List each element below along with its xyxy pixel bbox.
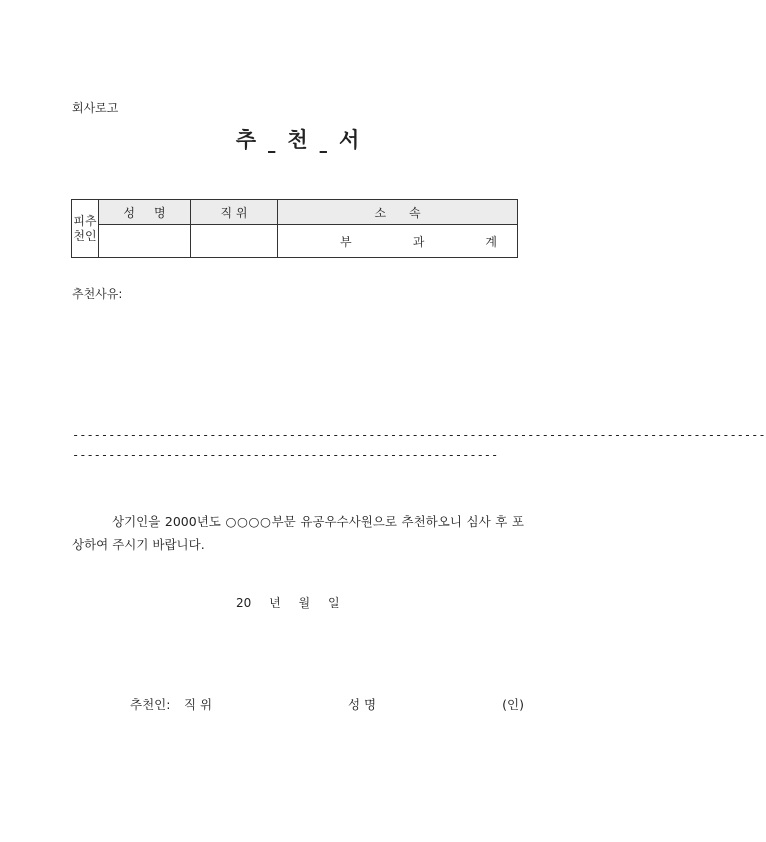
recommendation-statement: 상기인을 2000년도 ○○○○부문 유공우수사원으로 추천하오니 심사 후 포상하여 주시기 바랍니다. [72,514,524,552]
date-year: 20 [236,596,252,610]
header-name: 성 명 [99,200,191,225]
recommendee-side-label: 피추 천인 [72,200,99,258]
title-char: 서 [338,128,360,152]
affiliation-cell[interactable] [278,225,518,258]
seal-mark: (인) [502,697,524,712]
title-char: 추 [235,128,257,152]
company-logo-placeholder: 회사로고 [72,101,119,115]
reason-label: 추천사유: [72,287,123,301]
team-unit: 계 [485,234,497,249]
document-title [0,124,595,154]
recommendee-table [71,199,518,258]
recommender-label: 추천인: [130,697,171,712]
reason-dash-line: ----------------------------------------------------------- [72,448,499,462]
date-year-unit: 년 [269,596,281,610]
header-position: 직 위 [191,200,278,225]
position-cell[interactable] [191,225,278,258]
recommender-position: 직 위 [184,697,213,712]
title-char: 천 [287,128,308,152]
recommender-name: 성 명 [348,697,377,712]
dept-unit: 부 [340,234,352,249]
date-day-unit: 일 [327,596,340,610]
date-month-unit: 월 [298,596,311,610]
reason-dash-line: ------------------------------------------------------------------------------------------------ [72,428,766,442]
name-cell[interactable] [99,225,191,258]
header-affiliation: 소 속 [278,200,518,225]
section-unit: 과 [412,234,425,249]
date-line [236,594,354,611]
signature-line [72,695,524,715]
